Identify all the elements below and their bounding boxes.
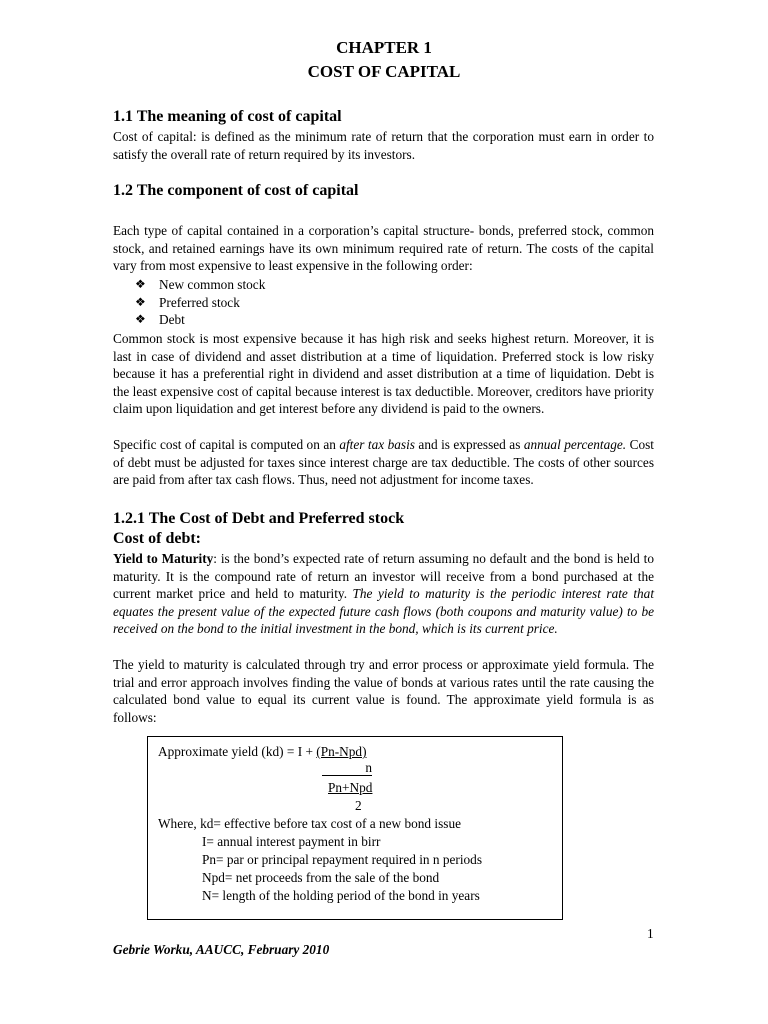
section-1-1-heading: 1.1 The meaning of cost of capital (113, 108, 342, 125)
formula-def: Npd= net proceeds from the sale of the bond (202, 870, 440, 885)
formula-n: n (322, 761, 372, 776)
list-item: ❖ Preferred stock (135, 294, 240, 310)
formula-where: Where, kd= effective before tax cost of a new bond issue (158, 816, 461, 831)
formula-def: N= length of the holding period of the bond in years (202, 888, 480, 903)
bullet-icon: ❖ (135, 312, 146, 327)
footer: Gebrie Worku, AAUCC, February 2010 (113, 942, 330, 957)
bullet-icon: ❖ (135, 294, 146, 309)
section-1-1-text: Cost of capital: is defined as the minimum rate of return that the corporation must earn in order to satisfy the overall rate of return required by its investors. (113, 129, 654, 162)
section-1-2-heading: 1.2 The component of cost of capital (113, 182, 359, 199)
section-1-2-intro: Each type of capital contained in a corporation’s capital structure- bonds, preferred stock, common stock, and retained earnings have its own minimum required rate of return. The costs of the capital vary from most expensive to least expensive in the following order: (113, 223, 654, 274)
formula-def: Pn= par or principal repayment required in n periods (202, 852, 483, 867)
page-number: 1 (647, 926, 654, 941)
chapter-title: COST OF CAPITAL (307, 62, 461, 81)
capital-order-list (135, 276, 265, 329)
approximate-yield-intro: The yield to maturity is calculated through try and error process or approximate yield formula. The trial and error approach involves finding the value of bonds at various rates until the rate causing the calculated bond value to equal its current value is found. The approximate yield formula is as follows: (113, 657, 654, 725)
section-1-2-para2: Common stock is most expensive because it has high risk and seeks highest return. Moreover, it is last in case of dividend and asset distribution at a time of liquidation. Preferred stock is low risky because it has a preferential right in dividend and asset distribution at a time of liquidation. Debt is the least expensive cost of capital because interest is tax deductible. Moreover, creditors have priority claim upon liquidation and get interest before any dividend is paid to the owners. (113, 331, 654, 417)
list-item: ❖ New common stock (135, 277, 266, 292)
formula-line: Approximate yield (kd) = I + (Pn-Npd) (158, 744, 367, 759)
yield-to-maturity-text: Yield to Maturity: is the bond’s expected rate of return assuming no default and the bond is held to maturity. It is the compound rate of return an investor will receive from a bond purchased at the current market price and held to maturity. The yield to maturity is the periodic interest rate that equates the present value of the expected future cash flows (both coupons and maturity value) to be received on the bond to the initial investment in the bond, which is its current price. (113, 551, 655, 637)
formula-def: I= annual interest payment in birr (202, 834, 381, 849)
chapter-number: CHAPTER 1 (336, 38, 432, 57)
formula-two: 2 (355, 798, 362, 813)
bullet-icon: ❖ (135, 277, 146, 291)
section-1-2-1-heading: 1.2.1 The Cost of Debt and Preferred stock (113, 510, 405, 527)
list-item: ❖ Debt (135, 312, 185, 328)
formula-denominator: Pn+Npd (328, 780, 373, 795)
cost-of-debt-heading: Cost of debt: (113, 530, 201, 547)
formula-box (147, 736, 563, 920)
section-1-2-para3: Specific cost of capital is computed on an after tax basis and is expressed as annual percentage. Cost of debt must be adjusted for taxes since interest charge are tax deductible. The costs of other sources are paid from after tax cash flows. Thus, need not adjustment for income taxes. (113, 437, 654, 488)
